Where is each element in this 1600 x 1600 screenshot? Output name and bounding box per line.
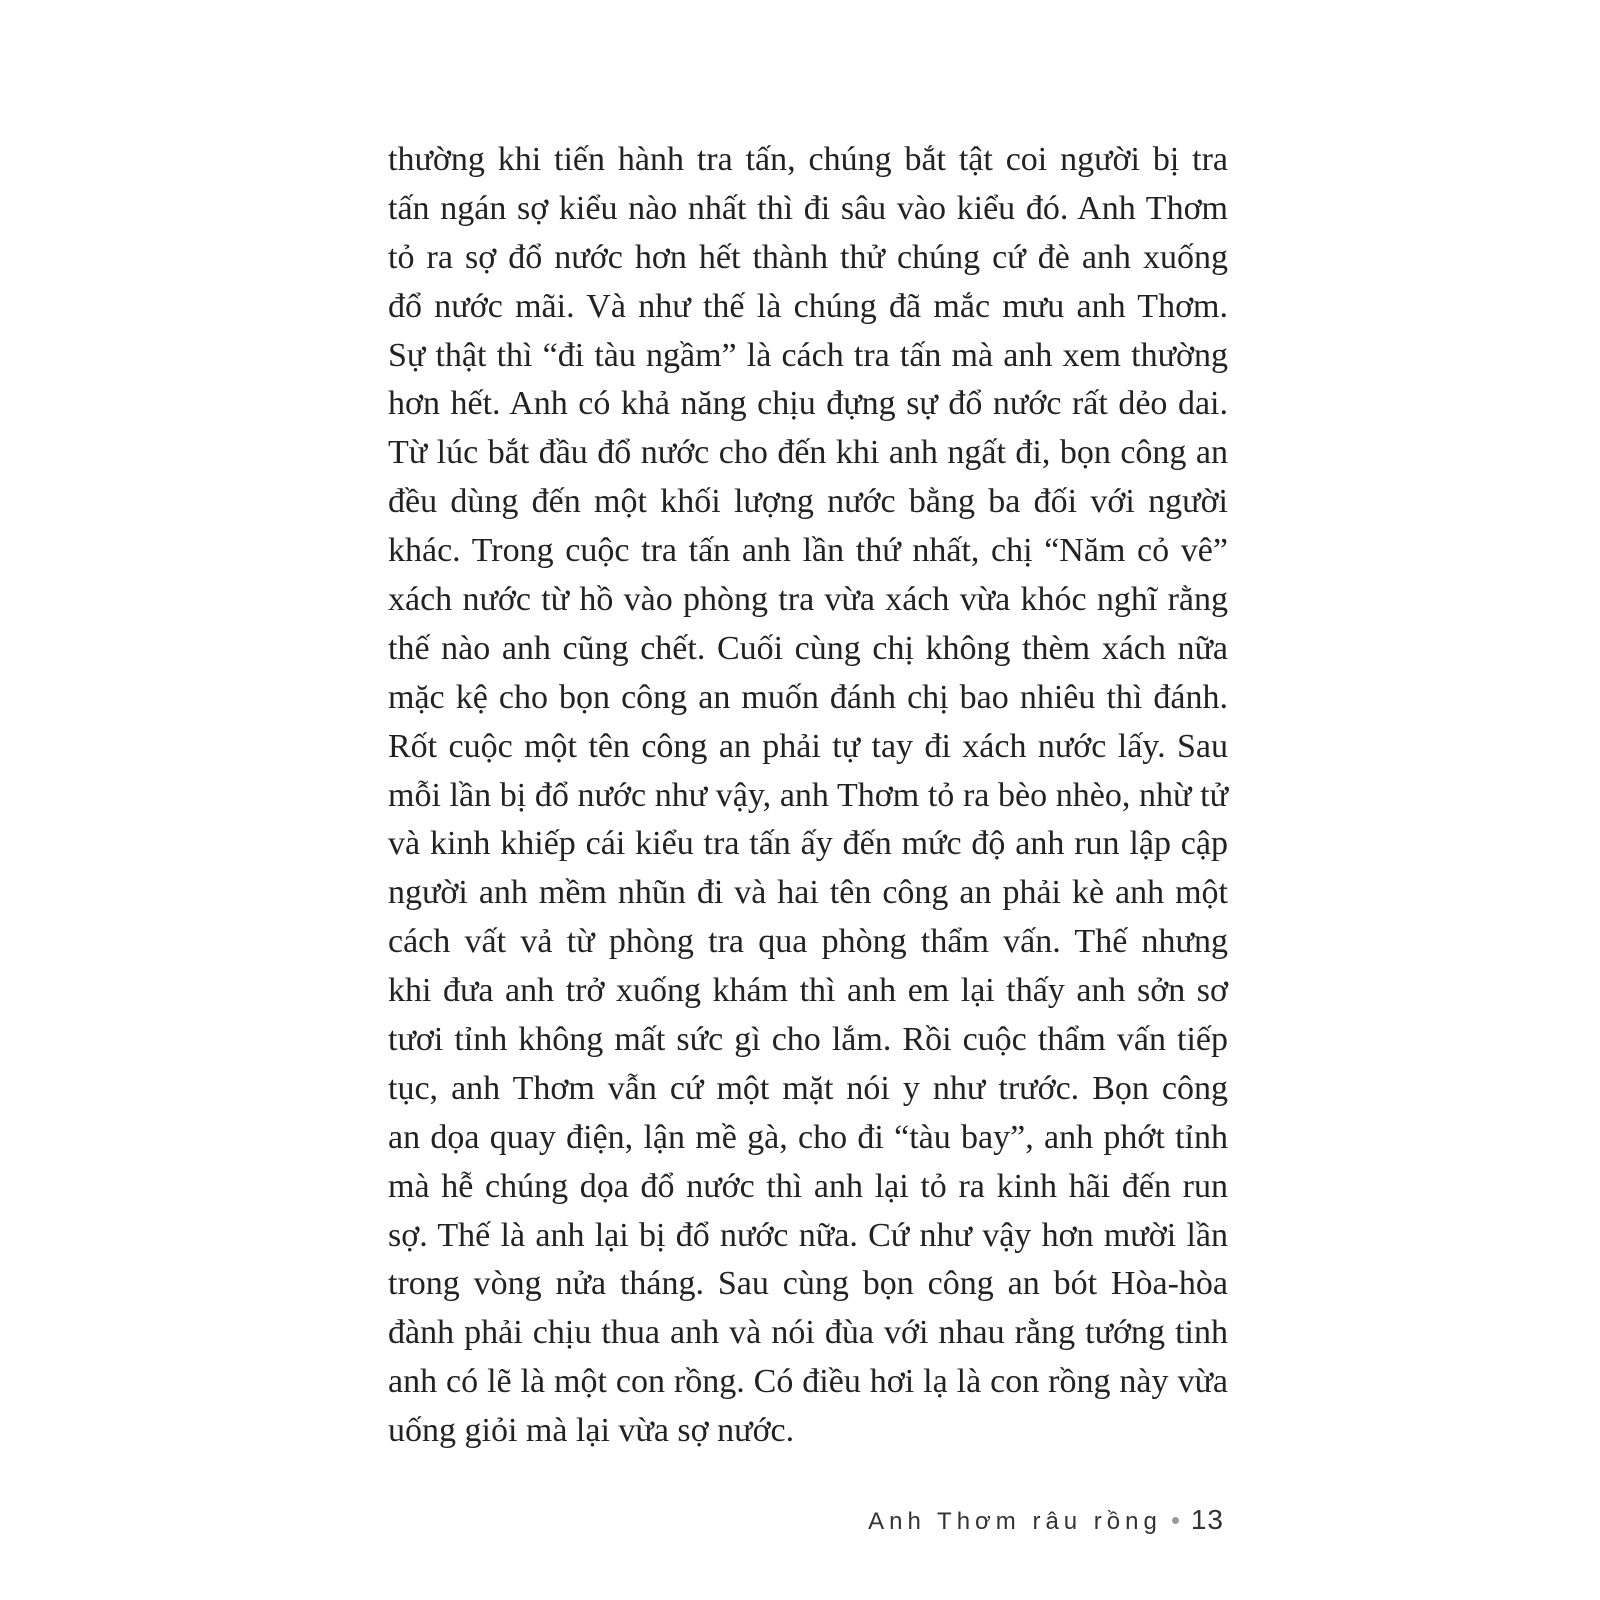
text-line: hơn hết. Anh có khả năng chịu đựng sự đổ nước rất dẻo dai.: [388, 385, 1228, 423]
text-line: và kinh khiếp cái kiểu tra tấn ấy đến mức độ anh run lập cập: [388, 825, 1228, 863]
text-line: khi đưa anh trở xuống khám thì anh em lại thấy anh sởn sơ: [388, 972, 1228, 1010]
text-line: Từ lúc bắt đầu đổ nước cho đến khi anh ngất đi, bọn công an: [388, 434, 1228, 472]
bullet-separator-icon: [1172, 1517, 1179, 1524]
text-line: đều dùng đến một khối lượng nước bằng ba đối với người: [388, 483, 1228, 521]
text-line: mà hễ chúng dọa đổ nước thì anh lại tỏ ra kinh hãi đến run: [388, 1167, 1228, 1205]
text-line: mỗi lần bị đổ nước như vậy, anh Thơm tỏ ra bèo nhèo, nhừ tử: [388, 776, 1228, 814]
body-text: [388, 136, 1228, 1456]
text-line: đổ nước mãi. Và như thế là chúng đã mắc mưu anh Thơm.: [388, 287, 1228, 325]
text-line: anh có lẽ là một con rồng. Có điều hơi lạ là con rồng này vừa: [388, 1363, 1228, 1401]
text-line: trong vòng nửa tháng. Sau cùng bọn công an bót Hòa-hòa: [388, 1265, 1228, 1303]
page-footer: [868, 1500, 1224, 1540]
text-line: xách nước từ hồ vào phòng tra vừa xách vừa khóc nghĩ rằng: [388, 581, 1228, 619]
text-line: tươi tỉnh không mất sức gì cho lắm. Rồi cuộc thẩm vấn tiếp: [388, 1021, 1228, 1059]
text-line: mặc kệ cho bọn công an muốn đánh chị bao nhiêu thì đánh.: [388, 678, 1228, 716]
text-line: sợ. Thế là anh lại bị đổ nước nữa. Cứ như vậy hơn mười lần: [388, 1216, 1228, 1254]
running-title: Anh Thơm râu rồng: [868, 1508, 1162, 1535]
text-line: uống giỏi mà lại vừa sợ nước.: [388, 1412, 795, 1450]
text-line: tục, anh Thơm vẫn cứ một mặt nói y như trước. Bọn công: [388, 1069, 1228, 1107]
text-line: thường khi tiến hành tra tấn, chúng bắt tật coi người bị tra: [388, 141, 1228, 178]
page-number: 13: [1190, 1504, 1224, 1535]
text-line: người anh mềm nhũn đi và hai tên công an phải kè anh một: [388, 874, 1228, 912]
text-line: Rốt cuộc một tên công an phải tự tay đi xách nước lấy. Sau: [388, 727, 1228, 765]
text-line: an dọa quay điện, lận mề gà, cho đi “tàu bay”, anh phớt tỉnh: [388, 1118, 1228, 1156]
text-line: thế nào anh cũng chết. Cuối cùng chị không thèm xách nữa: [388, 629, 1228, 667]
text-line: Sự thật thì “đi tàu ngầm” là cách tra tấn mà anh xem thường: [388, 336, 1228, 374]
text-line: khác. Trong cuộc tra tấn anh lần thứ nhất, chị “Năm cỏ vê”: [388, 532, 1228, 570]
text-line: tấn ngán sợ kiểu nào nhất thì đi sâu vào kiểu đó. Anh Thơm: [388, 189, 1228, 227]
text-line: tỏ ra sợ đổ nước hơn hết thành thử chúng cứ đè anh xuống: [388, 238, 1228, 276]
text-line: đành phải chịu thua anh và nói đùa với nhau rằng tướng tinh: [388, 1314, 1228, 1352]
text-line: cách vất vả từ phòng tra qua phòng thẩm vấn. Thế nhưng: [388, 923, 1228, 961]
